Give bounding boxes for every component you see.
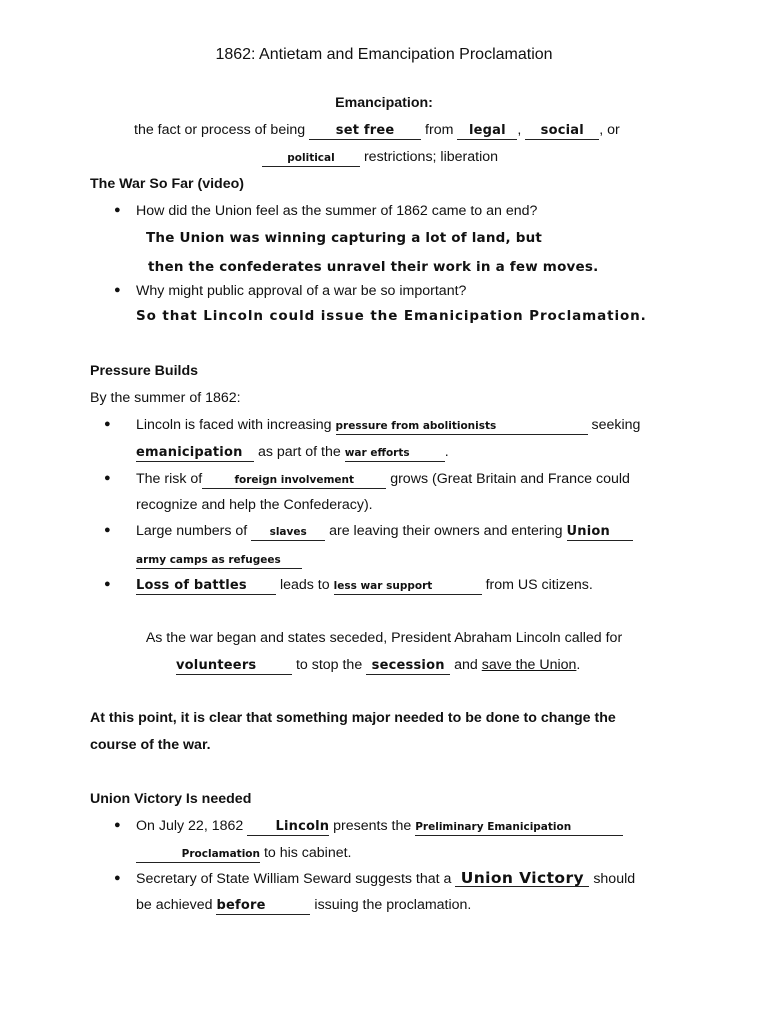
bullet-text: from US citizens. (485, 577, 593, 593)
bullet-line (136, 470, 630, 489)
definition-text: , or (599, 122, 620, 138)
answer-blank[interactable]: pressure from abolitionists (336, 418, 588, 435)
bullet-text: grows (Great Britain and France could (390, 471, 630, 487)
bullet-text: Secretary of State William Seward suggests that a (136, 871, 452, 887)
bullet-text: . (444, 444, 449, 460)
bullet-text: The risk of (136, 471, 203, 487)
bold-note: At this point, it is clear that something major needed to be done to change the (90, 710, 616, 726)
lincoln-call-line-2 (176, 656, 580, 675)
answer-blank[interactable]: secession (366, 658, 450, 675)
question-text: Why might public approval of a war be so important? (136, 283, 467, 299)
bullet-line (136, 550, 302, 569)
answer-blank[interactable]: war efforts (345, 445, 445, 462)
bullet-icon: ● (104, 472, 111, 484)
section-heading: Pressure Builds (90, 363, 199, 379)
definition-line-2 (262, 148, 498, 167)
answer-blank[interactable]: army camps as refugees (136, 552, 302, 569)
bullet-line (136, 416, 640, 435)
definition-text: the fact or process of being (134, 122, 306, 138)
bullet-line (136, 443, 449, 462)
bullet-text: recognize and help the Confederacy). (136, 497, 373, 513)
answer-blank[interactable]: volunteers (176, 658, 292, 675)
answer-blank[interactable]: political (262, 150, 360, 167)
bullet-icon: ● (114, 819, 121, 831)
definition-text: from (425, 122, 454, 138)
answer-blank[interactable]: Lincoln (247, 819, 329, 836)
bullet-line (136, 896, 471, 915)
bullet-text: presents the (333, 818, 412, 834)
bullet-line (136, 844, 352, 863)
bullet-icon: ● (114, 204, 121, 216)
answer-blank[interactable]: before (216, 898, 310, 915)
bullet-text: to his cabinet. (263, 845, 352, 861)
bullet-text: issuing the proclamation. (314, 897, 472, 913)
bullet-icon: ● (104, 524, 111, 536)
bullet-text: On July 22, 1862 (136, 818, 244, 834)
bullet-text: be achieved (136, 897, 213, 913)
definition-text: restrictions; liberation (363, 149, 499, 165)
question-text: How did the Union feel as the summer of 1862 came to an end? (136, 203, 538, 219)
bullet-text: seeking (591, 417, 641, 433)
answer-blank[interactable]: emanicipation (136, 445, 254, 462)
answer-blank[interactable]: Loss of battles (136, 578, 276, 595)
definition-text: , (517, 122, 522, 138)
answer-blank[interactable]: legal (457, 123, 517, 140)
bullet-icon: ● (114, 872, 121, 884)
lincoln-call-text: . (576, 657, 581, 673)
bold-note: course of the war. (90, 737, 211, 753)
bullet-text: Lincoln is faced with increasing (136, 417, 332, 433)
page-title: 1862: Antietam and Emancipation Proclamation (215, 46, 553, 63)
section-heading: The War So Far (video) (90, 176, 244, 192)
bullet-icon: ● (114, 284, 121, 296)
bullet-line (136, 870, 635, 888)
answer-blank[interactable]: slaves (251, 524, 325, 541)
bullet-line (136, 522, 633, 541)
bullet-line (136, 576, 593, 595)
bullet-text: are leaving their owners and entering (329, 523, 563, 539)
answer-blank[interactable]: set free (309, 123, 421, 140)
answer-blank[interactable]: Union Victory (455, 870, 589, 887)
lincoln-call-text: to stop the (295, 657, 363, 673)
answer-blank[interactable]: Union (567, 524, 633, 541)
answer-blank[interactable]: social (525, 123, 599, 140)
section-heading: Union Victory Is needed (90, 791, 252, 807)
bullet-line (136, 817, 623, 836)
bullet-icon: ● (104, 578, 111, 590)
answer-blank[interactable]: Preliminary Emanicipation (415, 819, 623, 836)
answer-blank[interactable]: foreign involvement (202, 472, 386, 489)
definition-heading: Emancipation: (335, 95, 433, 111)
handwritten-answer[interactable]: The Union was winning capturing a lot of land, but (146, 230, 543, 246)
bullet-text: as part of the (257, 444, 341, 460)
bullet-icon: ● (104, 418, 111, 430)
underlined-text: save the Union (481, 657, 577, 673)
definition-line-1 (134, 121, 620, 140)
handwritten-answer[interactable]: So that Lincoln could issue the Emanicipation Proclamation. (136, 308, 647, 324)
answer-blank[interactable]: Proclamation (136, 846, 260, 863)
bullet-text: should (593, 871, 636, 887)
lincoln-call-text: As the war began and states seceded, President Abraham Lincoln called for (145, 630, 623, 646)
handwritten-answer[interactable]: then the confederates unravel their work in a few moves. (148, 259, 599, 275)
intro-text: By the summer of 1862: (90, 390, 241, 406)
lincoln-call-text: and (454, 657, 478, 673)
bullet-text: Large numbers of (136, 523, 248, 539)
bullet-text: leads to (279, 577, 330, 593)
answer-blank[interactable]: less war support (334, 578, 482, 595)
